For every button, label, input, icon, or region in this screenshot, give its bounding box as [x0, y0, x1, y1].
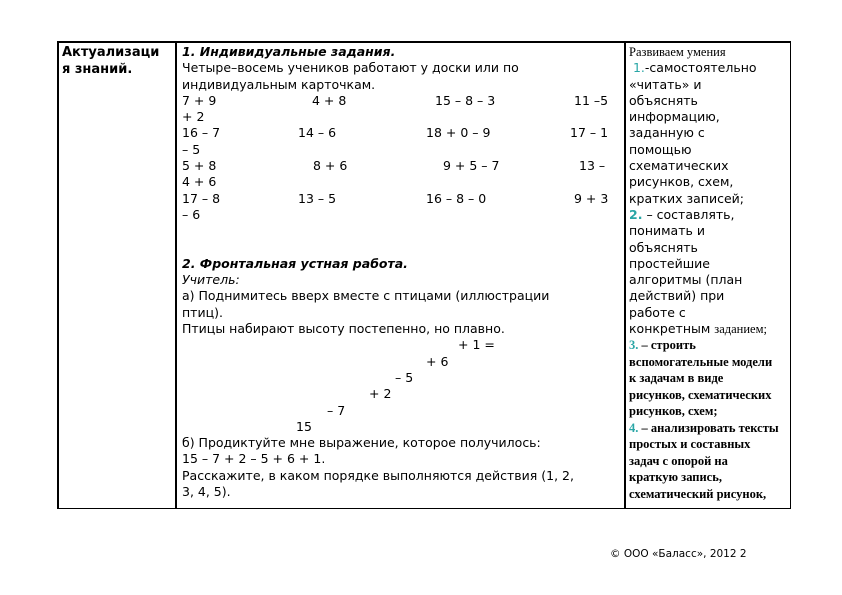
skill-2-line: работе с	[629, 304, 686, 320]
skill-3-text: – строить	[641, 338, 696, 353]
frontal-heading: 2. Фронтальная устная работа.	[182, 255, 408, 271]
skills-cell	[629, 44, 789, 502]
exercise-cell: 14 – 6	[298, 125, 337, 141]
skill-2-line: алгоритмы (план	[629, 272, 743, 288]
skill-2-line: простейшие	[629, 255, 710, 271]
exercise-cell: + 2	[182, 109, 205, 125]
page-footer: © ООО «Баласс», 2012 2	[610, 548, 747, 560]
question-line-1: Расскажите, в каком порядке выполняются действия (1, 2,	[182, 467, 574, 483]
individual-heading: 1. Индивидуальные задания.	[182, 44, 396, 59]
exercise-cell: 17 – 1	[570, 125, 609, 141]
skill-1-line: объяснять	[629, 92, 698, 108]
ladder-step-text: + 6	[426, 353, 449, 369]
exercise-cell: 16 – 7	[182, 125, 221, 141]
exercise-cell: 18 + 0 – 9	[426, 125, 491, 141]
birds-text: Птицы набирают высоту постепенно, но плавно.	[182, 321, 505, 337]
exercise-row-wrap	[182, 207, 622, 223]
skill-2-text: – составлять,	[646, 206, 735, 222]
ladder-step-text: + 1 =	[458, 337, 495, 353]
column-divider-1	[175, 41, 177, 509]
skill-4-text: – анализировать тексты	[641, 420, 779, 435]
exercise-cell: 7 + 9	[182, 92, 217, 108]
skill-4-number: 4.	[629, 420, 639, 435]
skill-2-line: понимать и	[629, 223, 705, 239]
skill-4-line: задач с опорой на	[629, 453, 728, 468]
stage-title-line-2: я знаний.	[62, 62, 133, 77]
skill-2-line: объяснять	[629, 239, 698, 255]
table-bottom-border	[57, 508, 791, 510]
exercise-row	[182, 191, 622, 207]
skill-3-line	[629, 337, 789, 354]
skill-3-number: 3.	[629, 338, 639, 353]
exercise-cell: 5 + 8	[182, 158, 217, 174]
teacher-label: Учитель:	[182, 272, 240, 288]
ladder-step	[182, 403, 622, 419]
skill-3-line: к задачам в виде	[629, 371, 724, 386]
skill-4-line: схематический рисунок,	[629, 486, 767, 501]
skill-2-number: 2.	[629, 206, 643, 222]
exercise-cell: 4 + 6	[182, 174, 217, 190]
table-top-border	[57, 41, 791, 43]
skill-1-line: рисунков, схем,	[629, 174, 734, 190]
exercise-cell: 11 –5	[574, 92, 609, 108]
exercise-cell: – 6	[182, 206, 201, 222]
ladder-step-text: – 5	[395, 369, 414, 385]
ladder-step-text: – 7	[327, 402, 346, 418]
exercise-row-wrap	[182, 109, 622, 125]
skill-2-line	[629, 207, 789, 223]
skill-1-line: схематических	[629, 158, 729, 174]
skill-1-line: кратких записей;	[629, 190, 744, 206]
skill-1-text: -самостоятельно	[644, 60, 757, 76]
skill-2-text: заданием;	[714, 322, 767, 337]
exercise-cell: 4 + 8	[312, 92, 347, 108]
skill-2-line	[629, 321, 789, 337]
exercise-cell: 9 + 3	[574, 190, 609, 206]
skill-4-line: простых и составных	[629, 437, 751, 452]
skill-2-text: конкретным	[629, 321, 715, 337]
task-b: б) Продиктуйте мне выражение, которое получилось:	[182, 435, 541, 451]
task-a-line-1: а) Поднимитесь вверх вместе с птицами (иллюстрации	[182, 288, 550, 304]
skill-4-line	[629, 420, 789, 437]
exercise-cell: 17 – 8	[182, 190, 221, 206]
ladder-step-text: 15	[296, 418, 312, 434]
skill-3-line: вспомогательные модели	[629, 354, 773, 369]
exercise-cell: 16 – 8 – 0	[426, 190, 487, 206]
skill-1-line: «читать» и	[629, 76, 702, 92]
exercise-row-wrap	[182, 174, 622, 190]
ladder-step	[182, 354, 622, 370]
skill-1-line	[629, 60, 789, 76]
stage-cell	[62, 44, 174, 78]
blank-line	[182, 223, 622, 239]
exercise-cell: 13 –	[579, 158, 606, 174]
exercise-cell: 9 + 5 – 7	[443, 158, 500, 174]
stage-title-line-1: Актуализаци	[62, 45, 160, 60]
skill-1-line: информацию,	[629, 109, 720, 125]
table-right-border	[790, 41, 792, 509]
ladder-step	[182, 370, 622, 386]
exercise-row	[182, 125, 622, 141]
exercise-row	[182, 93, 622, 109]
exercise-cell: 15 – 8 – 3	[435, 92, 496, 108]
ladder-step	[182, 386, 622, 402]
exercise-row	[182, 158, 622, 174]
expression: 15 – 7 + 2 – 5 + 6 + 1.	[182, 451, 326, 467]
skill-1-line: заданную с	[629, 125, 705, 141]
column-divider-2	[624, 41, 626, 509]
exercise-cell: – 5	[182, 141, 201, 157]
task-a-line-2: птиц).	[182, 304, 223, 320]
blank-line	[182, 240, 622, 256]
exercise-cell: 13 – 5	[298, 190, 337, 206]
table-left-border	[57, 41, 59, 509]
content-cell	[182, 44, 622, 500]
skill-3-line: рисунков, схем;	[629, 404, 718, 419]
skill-3-line: рисунков, схематических	[629, 387, 772, 402]
skill-4-line: краткую запись,	[629, 470, 722, 485]
ladder-step	[182, 337, 622, 353]
skill-1-number: 1.	[632, 60, 645, 76]
skills-title: Развиваем умения	[629, 45, 726, 59]
individual-intro-2: индивидуальным карточкам.	[182, 76, 376, 92]
individual-intro-1: Четыре–восемь учеников работают у доски или по	[182, 60, 519, 76]
ladder-step	[182, 419, 622, 435]
question-line-2: 3, 4, 5).	[182, 484, 231, 500]
lesson-table	[57, 41, 791, 509]
exercise-row-wrap	[182, 142, 622, 158]
exercise-cell: 8 + 6	[313, 158, 348, 174]
skill-2-line: действий) при	[629, 288, 725, 304]
skill-1-line: помощью	[629, 141, 692, 157]
ladder-step-text: + 2	[369, 386, 392, 402]
